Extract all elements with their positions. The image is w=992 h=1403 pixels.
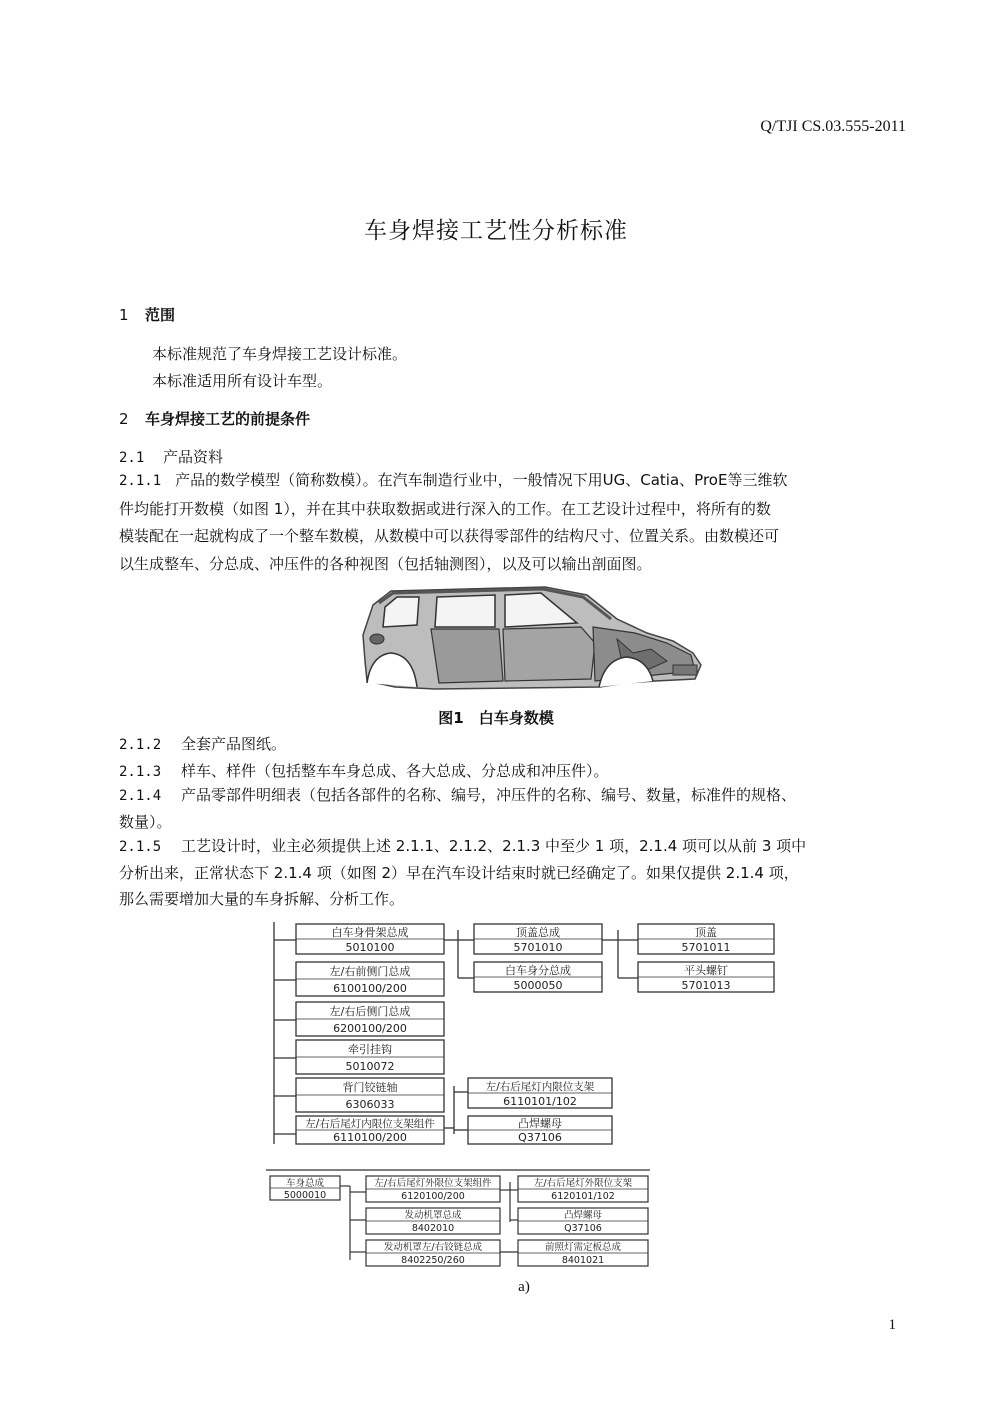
tree-node-name: 白车身骨架总成 bbox=[331, 926, 409, 939]
clause-line: 数量）。 bbox=[119, 813, 172, 831]
page-title: 车身焊接工艺性分析标准 bbox=[364, 218, 628, 244]
tree-node-name: 白车身分总成 bbox=[505, 964, 571, 977]
tree-node-code: 5010072 bbox=[345, 1060, 395, 1073]
figure-1-car-body-image bbox=[355, 583, 705, 698]
tree-node-code: 6306033 bbox=[345, 1098, 395, 1111]
tree-node-name: 左/右后尾灯外限位支架 bbox=[533, 1178, 633, 1189]
tree-node-name: 前照灯需定板总成 bbox=[544, 1242, 622, 1253]
tree-node-name: 车身总成 bbox=[285, 1178, 325, 1189]
clause-line: 那么需要增加大量的车身拆解、分析工作。 bbox=[119, 890, 405, 908]
tree-node-name: 顶盖总成 bbox=[516, 926, 560, 939]
clause-line: 以生成整车、分总成、冲压件的各种视图（包括轴测图），以及可以输出剖面图。 bbox=[119, 554, 652, 573]
figure-2-structure-tree-top bbox=[268, 922, 808, 1148]
tree-node-code: 6200100/200 bbox=[333, 1022, 407, 1035]
section-1-heading bbox=[119, 304, 175, 325]
clause-number: 2.1.4 bbox=[119, 788, 162, 804]
tree-node-name: 左/右后尾灯内限位支架组件 bbox=[305, 1118, 435, 1130]
document-code: Q/TJI CS.03.555-2011 bbox=[760, 118, 906, 135]
section-title: 范围 bbox=[145, 306, 176, 324]
clause-line: 产品零部件明细表（包括各部件的名称、编号，冲压件的名称、编号、数量，标准件的规格、 bbox=[181, 786, 797, 804]
tree-node-name: 背门铰链轴 bbox=[342, 1081, 398, 1094]
tree-node-code: 6120100/200 bbox=[401, 1191, 465, 1202]
tree-node-name: 牵引挂钩 bbox=[348, 1043, 392, 1056]
clause-line: 分析出来，正常状态下 2.1.4 项（如图 2）早在汽车设计结束时就已经确定了。如果仅提供 2.1.4 项， bbox=[119, 864, 799, 882]
clause-text: 样车、样件（包括整车车身总成、各大总成、分总成和冲压件）。 bbox=[181, 762, 609, 780]
tree-node-code: 6120101/102 bbox=[551, 1191, 615, 1202]
clause-number: 2.1.1 bbox=[119, 473, 162, 489]
clause-line: 产品的数学模型（简称数模）。在汽车制造行业中，一般情况下用UG、Catia、ProE等三维软 bbox=[175, 471, 788, 489]
clause-line: 模装配在一起就构成了一个整车数模，从数模中可以获得零部件的结构尺寸、位置关系。由数模还可 bbox=[119, 527, 780, 545]
tree-node-code: 5000010 bbox=[283, 1190, 327, 1201]
clause-number: 2.1.5 bbox=[119, 839, 162, 855]
clause-number: 2.1.2 bbox=[119, 737, 162, 753]
tree-node-code: Q37106 bbox=[518, 1131, 562, 1144]
tree-node-name: 顶盖 bbox=[695, 926, 717, 939]
section-number: 2.1 bbox=[119, 450, 145, 466]
tree-node-code: 5010100 bbox=[345, 941, 395, 954]
section-number: 1 bbox=[119, 306, 129, 324]
section-title: 车身焊接工艺的前提条件 bbox=[145, 410, 311, 428]
rear-door-window bbox=[435, 595, 495, 627]
clause-2-1-4 bbox=[119, 782, 894, 835]
tree-node-code: 8402010 bbox=[411, 1223, 455, 1234]
tree-node-code: 8402250/260 bbox=[401, 1255, 465, 1266]
section-2-heading bbox=[119, 408, 310, 429]
tree-node-code: 6110101/102 bbox=[503, 1095, 577, 1108]
tree-node-name: 左/右后尾灯内限位支架 bbox=[485, 1081, 595, 1093]
page-number: 1 bbox=[888, 1317, 896, 1333]
tree-node-code: 6110100/200 bbox=[333, 1131, 407, 1144]
tree-node-name: 平头螺钉 bbox=[684, 964, 728, 977]
paragraph: 本标准规范了车身焊接工艺设计标准。 bbox=[152, 345, 408, 363]
clause-2-1-3 bbox=[119, 758, 894, 785]
tree-node-name: 发动机罩总成 bbox=[404, 1210, 462, 1221]
tree-node-code: 8401021 bbox=[561, 1255, 605, 1266]
tree-node-name: 左/右后侧门总成 bbox=[329, 1005, 411, 1018]
tree-node-code: Q37106 bbox=[564, 1223, 602, 1234]
tree-node-code: 5701011 bbox=[681, 941, 731, 954]
tree-node-name: 发动机罩左/右铰链总成 bbox=[383, 1242, 483, 1253]
clause-text: 全套产品图纸。 bbox=[181, 735, 287, 753]
tree-node-name: 左/右前侧门总成 bbox=[329, 965, 411, 978]
section-title: 产品资料 bbox=[163, 448, 224, 466]
section-2-1-heading bbox=[119, 446, 223, 467]
figure-2-caption: a) bbox=[518, 1279, 530, 1295]
figure-1-caption: 图1 白车身数模 bbox=[438, 709, 554, 727]
clause-number: 2.1.3 bbox=[119, 764, 162, 780]
section-number: 2 bbox=[119, 410, 129, 428]
clause-2-1-1 bbox=[119, 467, 894, 578]
clause-2-1-2 bbox=[119, 731, 894, 758]
tree-node-name: 凸焊螺母 bbox=[518, 1117, 562, 1130]
tree-node-code: 6100100/200 bbox=[333, 982, 407, 995]
tree-node-code: 5701010 bbox=[513, 941, 563, 954]
tree-node-code: 5701013 bbox=[681, 979, 731, 992]
figure-2-structure-tree-bottom bbox=[266, 1168, 656, 1270]
paragraph: 本标准适用所有设计车型。 bbox=[152, 372, 333, 390]
clause-line: 件均能打开数模（如图 1），并在其中获取数据或进行深入的工作。在工艺设计过程中，将所有的数 bbox=[119, 499, 771, 518]
clause-line: 工艺设计时，业主必须提供上述 2.1.1、2.1.2、2.1.3 中至少 1 项，2.1.4 项可以从前 3 项中 bbox=[181, 837, 807, 855]
tree-node-name: 左/右后尾灯外限位支架组件 bbox=[374, 1178, 492, 1189]
tree-node-code: 5000050 bbox=[513, 979, 563, 992]
tree-node-name: 凸焊螺母 bbox=[563, 1210, 603, 1221]
clause-2-1-5 bbox=[119, 833, 894, 912]
